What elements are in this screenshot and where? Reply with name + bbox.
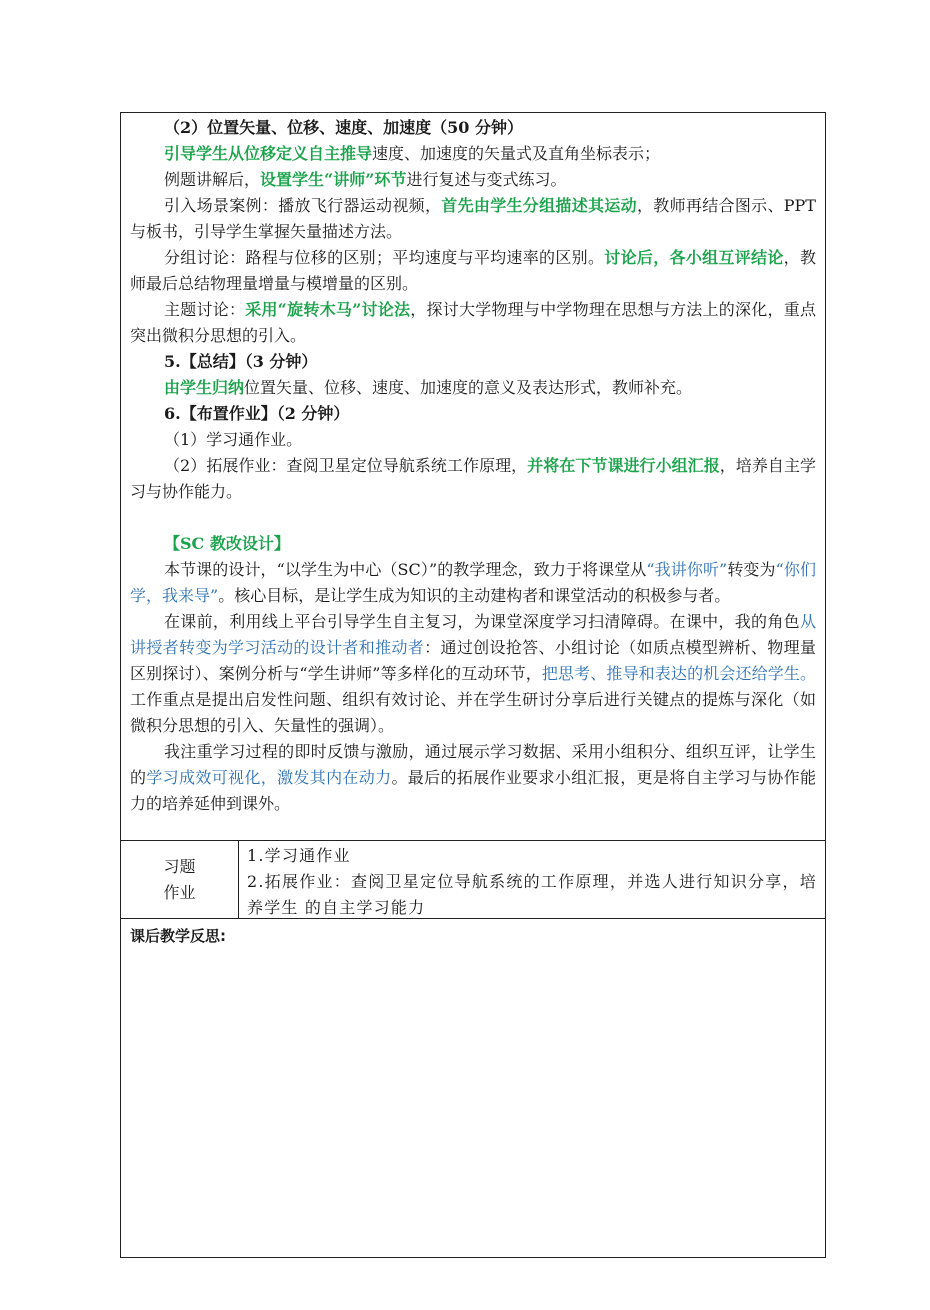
lesson-content-cell [121, 113, 825, 841]
reflection-label: 课后教学反思: [130, 927, 226, 945]
homework-label-line2: 作业 [163, 882, 196, 902]
paragraph: （1）学习通作业。 [164, 430, 303, 449]
sc-design-title: 【SC 教改设计】 [164, 534, 290, 553]
spacer [130, 505, 816, 531]
paragraph: 引导学生从位移定义自主推导速度、加速度的矢量式及直角坐标表示； [164, 144, 661, 163]
lesson-plan-table [120, 112, 826, 1258]
paragraph: 本节课的设计，“以学生为中心（SC）”的教学理念，致力于将课堂从“我讲你听”转变为“你们学，我来导”。核心目标，是让学生成为知识的主动建构者和课堂活动的积极参与者。 [130, 560, 816, 605]
paragraph: 例题讲解后，设置学生“讲师”环节进行复述与变式练习。 [164, 170, 567, 189]
section-heading: （2）位置矢量、位移、速度、加速度（50 分钟） [164, 118, 523, 137]
paragraph: 我注重学习过程的即时反馈与激励，通过展示学习数据、采用小组积分、组织互评，让学生的学习成效可视化，激发其内在动力。最后的拓展作业要求小组汇报，更是将自主学习与协作能力的培养延伸到课外。 [130, 742, 816, 813]
section-heading: 5.【总结】（3 分钟） [164, 352, 318, 371]
paragraph: 分组讨论：路程与位移的区别；平均速度与平均速率的区别。讨论后，各小组互评结论，教师最后总结物理量增量与模增量的区别。 [130, 248, 816, 293]
paragraph: 主题讨论：采用“旋转木马”讨论法，探讨大学物理与中学物理在思想与方法上的深化，重点突出微积分思想的引入。 [130, 300, 816, 345]
paragraph: 在课前，利用线上平台引导学生自主复习，为课堂深度学习扫清障碍。在课中，我的角色从讲授者转变为学习活动的设计者和推动者：通过创设抢答、小组讨论（如质点模型辨析、物理量区别探讨）、案例分析与“学生讲师”等多样化的互动环节，把思考、推导和表达的机会还给学生。工作重点是提出启发性问题、组织有效讨论、并在学生研讨分享后进行关键点的提炼与深化（如微积分思想的引入、矢量性的强调）。 [130, 612, 816, 735]
homework-items-cell [239, 841, 825, 921]
homework-item: 1.学习通作业 [247, 846, 351, 865]
section-heading: 6.【布置作业】（2 分钟） [164, 404, 350, 423]
paragraph: 由学生归纳位置矢量、位移、速度、加速度的意义及表达形式，教师补充。 [164, 378, 693, 397]
paragraph: 引入场景案例：播放飞行器运动视频，首先由学生分组描述其运动，教师再结合图示、PPT 与板书，引导学生掌握矢量描述方法。 [130, 196, 816, 241]
homework-row [121, 841, 825, 919]
homework-item: 2.拓展作业：查阅卫星定位导航系统的工作原理，并选人进行知识分享，培养学生 的自主学习能力 [247, 872, 817, 917]
homework-label-line1: 习题 [163, 856, 196, 876]
paragraph: （2）拓展作业：查阅卫星定位导航系统工作原理，并将在下节课进行小组汇报，培养自主学习与协作能力。 [130, 456, 816, 501]
homework-label-cell [121, 841, 239, 918]
